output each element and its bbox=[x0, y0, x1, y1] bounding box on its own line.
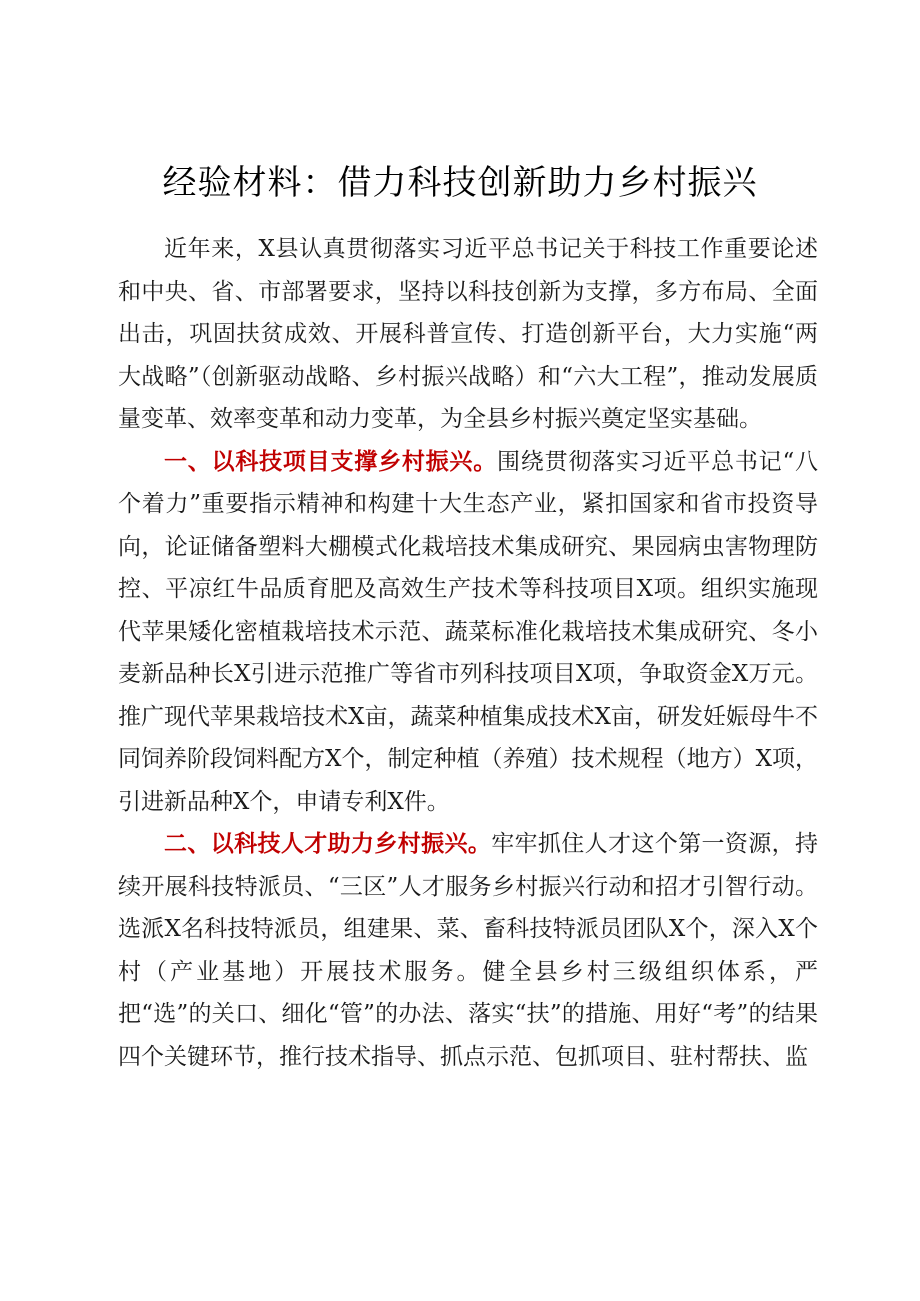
paragraph-intro bbox=[118, 228, 818, 441]
section-1-text: 围绕贯彻落实习近平总书记“八个着力”重要指示精神和构建十大生态产业，紧扣国家和省市投资导向，论证储备塑料大棚模式化栽培技术集成研究、果园病虫害物理防控、平凉红牛品质育肥及高效生产技术等科技项目X项。组织实施现代苹果矮化密植栽培技术示范、蔬菜标准化栽培技术集成研究、冬小麦新品种长X引进示范推广等省市列科技项目X项，争取资金X万元。推广现代苹果栽培技术X亩，蔬菜种植集成技术X亩，研发妊娠母牛不同饲养阶段饲料配方X个，制定种植（养殖）技术规程（地方）X项，引进新品种X个，申请专利X件。 bbox=[118, 448, 818, 815]
paragraph-section-2 bbox=[118, 823, 818, 1078]
document-body bbox=[118, 228, 818, 1078]
paragraph-intro-text: 近年来，X县认真贯彻落实习近平总书记关于科技工作重要论述和中央、省、市部署要求，坚持以科技创新为支撑，多方布局、全面出击，巩固扶贫成效、开展科普宣传、打造创新平台，大力实施“两大战略”（创新驱动战略、乡村振兴战略）和“六大工程”，推动发展质量变革、效率变革和动力变革，为全县乡村振兴奠定坚实基础。 bbox=[118, 236, 818, 432]
document-title: 经验材料：借力科技创新助力乡村振兴 bbox=[162, 163, 758, 203]
section-2-heading: 二、以科技人才助力乡村振兴。 bbox=[164, 830, 492, 857]
section-2-text: 牢牢抓住人才这个第一资源，持续开展科技特派员、“三区”人才服务乡村振兴行动和招才引智行动。选派X名科技特派员，组建果、菜、畜科技特派员团队X个，深入X个村（产业基地）开展技术服务。健全县乡村三级组织体系，严把“选”的关口、细化“管”的办法、落实“扶”的措施、用好“考”的结果四个关键环节，推行技术指导、抓点示范、包抓项目、驻村帮扶、监 bbox=[118, 831, 819, 1070]
section-1-heading: 一、以科技项目支撑乡村振兴。 bbox=[164, 447, 498, 475]
paragraph-section-1 bbox=[118, 441, 818, 824]
